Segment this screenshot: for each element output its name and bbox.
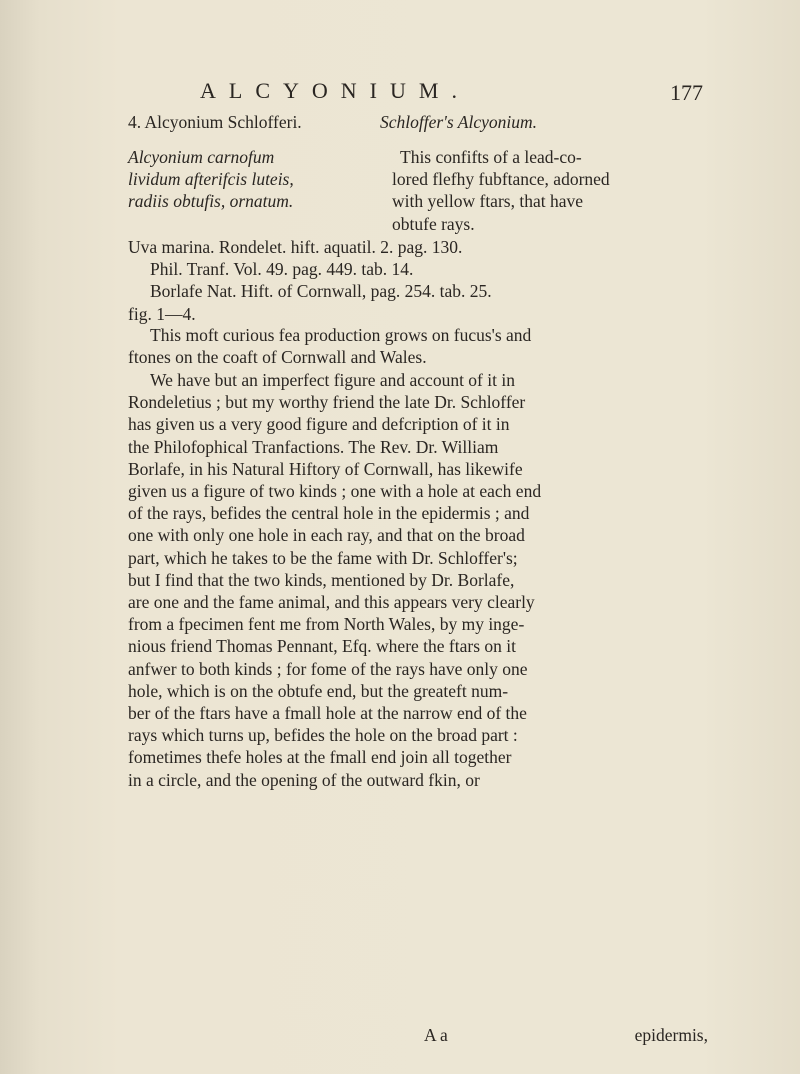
paragraph-line: of the rays, befides the central hole in the epidermis ; and: [128, 503, 530, 524]
paragraph-line: but I find that the two kinds, mentioned by Dr. Borlafe,: [128, 569, 515, 590]
english-line: This confifts of a lead-co-: [400, 147, 582, 167]
paragraph-line: We have but an imperfect figure and account of it in: [150, 370, 515, 390]
latin-description: [128, 146, 378, 213]
paragraph-line: ber of the ftars have a fmall hole at the narrow end of the: [128, 703, 527, 724]
paragraph-habitat: [128, 324, 708, 368]
paragraph-description: [128, 369, 708, 791]
latin-line: lividum afterifcis luteis,: [128, 169, 294, 190]
paragraph-line: fometimes thefe holes at the fmall end join all together: [128, 747, 512, 768]
reference-line: Phil. Tranf. Vol. 49. pag. 449. tab. 14.: [150, 259, 414, 280]
paragraph-line: anfwer to both kinds ; for fome of the rays have only one: [128, 658, 528, 679]
paragraph-line: has given us a very good figure and defcription of it in: [128, 414, 510, 435]
paragraph-line: hole, which is on the obtufe end, but the greateft num-: [128, 680, 509, 701]
paragraph-line: Rondeletius ; but my worthy friend the late Dr. Schloffer: [128, 392, 526, 413]
paragraph-line: nious friend Thomas Pennant, Efq. where the ftars on it: [128, 636, 516, 657]
latin-line: radiis obtufis, ornatum.: [128, 191, 294, 212]
running-head: ALCYONIUM.: [200, 78, 470, 103]
paragraph-line: rays which turns up, befides the hole on the broad part :: [128, 725, 518, 746]
paragraph-line: given us a figure of two kinds ; one with a hole at each end: [128, 481, 542, 502]
english-line: obtufe rays.: [392, 213, 475, 234]
signature-mark: A a: [424, 1025, 448, 1045]
paragraph-line: in a circle, and the opening of the outward fkin, or: [128, 769, 480, 790]
reference-line: fig. 1—4.: [128, 303, 196, 324]
english-description: [392, 146, 712, 235]
paragraph-line: This moft curious fea production grows on fucus's and: [150, 325, 532, 345]
page-number: 177: [670, 80, 703, 105]
paragraph-line: part, which he takes to be the fame with Dr. Schloffer's;: [128, 547, 518, 568]
species-heading-latin: 4. Alcyonium Schlofferi.: [128, 112, 302, 132]
english-line: with yellow ftars, that have: [392, 191, 583, 212]
reference-line: Uva marina. Rondelet. hift. aquatil. 2. pag. 130.: [128, 237, 463, 257]
species-heading-english: Schloffer's Alcyonium.: [380, 112, 538, 132]
paragraph-line: one with only one hole in each ray, and that on the broad: [128, 525, 525, 546]
reference-line: Borlafe Nat. Hift. of Cornwall, pag. 254. tab. 25.: [150, 281, 492, 302]
paragraph-line: ftones on the coaft of Cornwall and Wales.: [128, 347, 427, 368]
paragraph-line: are one and the fame animal, and this appears very clearly: [128, 592, 535, 613]
paragraph-line: from a fpecimen fent me from North Wales, by my inge-: [128, 614, 525, 635]
paragraph-line: Borlafe, in his Natural Hiftory of Cornwall, has likewife: [128, 458, 523, 479]
latin-line: Alcyonium carnofum: [128, 147, 275, 167]
references: [128, 236, 708, 325]
paragraph-line: the Philofophical Tranfactions. The Rev. Dr. William: [128, 436, 499, 457]
english-line: lored flefhy fubftance, adorned: [392, 169, 610, 190]
catchword: epidermis,: [634, 1025, 708, 1045]
